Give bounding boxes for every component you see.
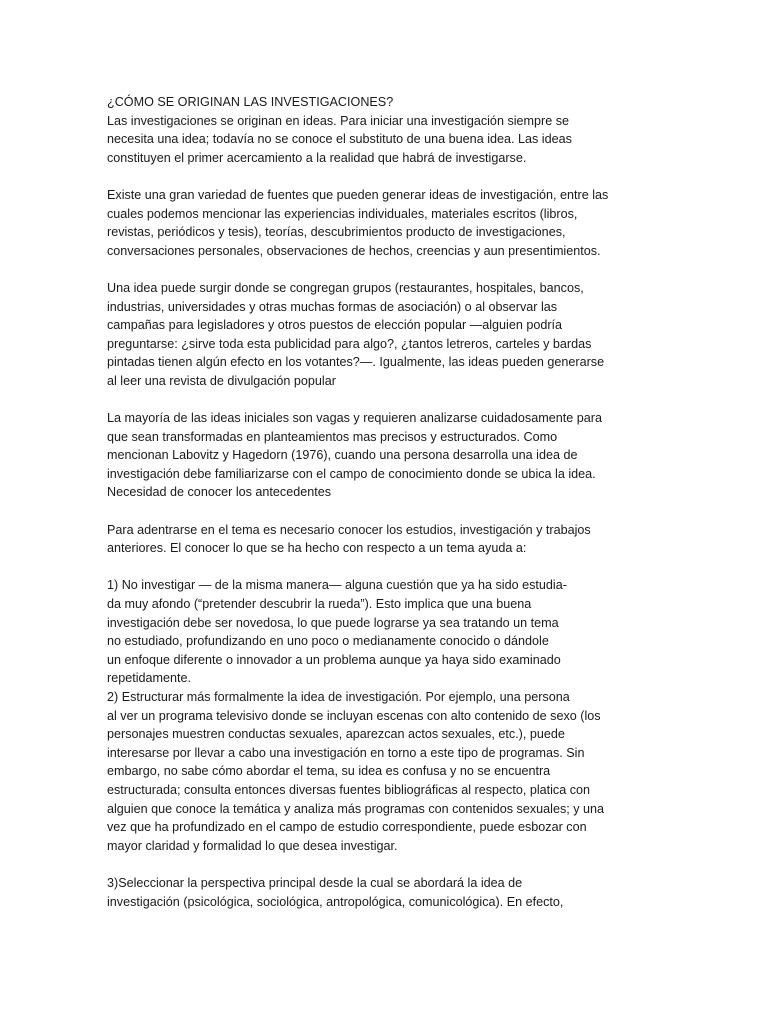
text-line: revistas, periódicos y tesis), teorías, descubrimientos producto de investigaciones, <box>107 225 566 240</box>
list-item-line: 2) Estructurar más formalmente la idea de investigación. Por ejemplo, una persona <box>107 690 570 704</box>
list-item-line: vez que ha profundizado en el campo de estudio correspondiente, puede esbozar con <box>107 820 587 835</box>
list-item-line: mayor claridad y formalidad lo que desea investigar. <box>107 838 398 853</box>
list-item-line: 1) No investigar — de la misma manera— alguna cuestión que ya ha sido estudia- <box>107 578 567 593</box>
numbered-list <box>107 576 747 855</box>
section-subheading: Necesidad de conocer los antecedentes <box>107 485 332 500</box>
paragraph-spacer <box>107 391 747 410</box>
text-line: campañas para legisladores y otros puestos de elección popular —alguien podría <box>107 318 563 333</box>
list-item-line: personajes muestren conductas sexuales, aparezcan actos sexuales, etc.), puede <box>107 727 565 742</box>
text-line: La mayoría de las ideas iniciales son vagas y requieren analizarse cuidadosamente para <box>107 411 602 426</box>
text-line: investigación debe familiarizarse con el campo de conocimiento donde se ubica la idea. <box>107 466 596 481</box>
list-item-line: repetidamente. <box>107 671 192 686</box>
paragraph-spacer <box>107 855 747 874</box>
document-title: ¿CÓMO SE ORIGINAN LAS INVESTIGACIONES? <box>107 95 394 109</box>
text-line: constituyen el primer acercamiento a la realidad que habrá de investigarse. <box>107 150 527 165</box>
paragraph <box>107 279 747 391</box>
list-item-line: 3)Seleccionar la perspectiva principal desde la cual se abordará la idea de <box>107 875 523 890</box>
text-line: preguntarse: ¿sirve toda esta publicidad para algo?, ¿tantos letreros, carteles y bardas <box>107 336 592 351</box>
text-line: pintadas tienen algún efecto en los votantes?—. Igualmente, las ideas pueden generarse <box>107 355 605 370</box>
text-line: cuales podemos mencionar las experiencias individuales, materiales escritos (libros, <box>107 206 578 221</box>
list-item-line: estructurada; consulta entonces diversas fuentes bibliográficas al respecto, platica con <box>107 782 591 797</box>
list-item-line: no estudiado, profundizando en uno poco o medianamente conocido o dándole <box>107 634 549 649</box>
text-line: Una idea puede surgir donde se congregan grupos (restaurantes, hospitales, bancos, <box>107 280 584 295</box>
list-item-line: alguien que conoce la temática y analiza más programas con contenidos sexuales; y una <box>107 801 605 816</box>
document-body <box>107 93 747 911</box>
text-line: mencionan Labovitz y Hagedorn (1976), cuando una persona desarrolla una idea de <box>107 448 578 463</box>
text-line: necesita una idea; todavía no se conoce el substituto de una buena idea. Las ideas <box>107 132 572 147</box>
list-item-line: da muy afondo (“pretender descubrir la rueda”). Esto implica que una buena <box>107 597 532 612</box>
text-line: que sean transformadas en planteamientos mas precisos y estructurados. Como <box>107 429 558 444</box>
list-item-line: investigación (psicológica, sociológica, antropológica, comunicológica). En efecto, <box>107 894 564 909</box>
text-line: anteriores. El conocer lo que se ha hecho con respecto a un tema ayuda a: <box>107 541 527 556</box>
list-item-line: interesarse por llevar a cabo una investigación en torno a este tipo de programas. Sin <box>107 745 585 760</box>
text-line: al leer una revista de divulgación popular <box>107 373 336 388</box>
paragraph-spacer <box>107 167 747 186</box>
text-line: conversaciones personales, observaciones de hechos, creencias y aun presentimientos. <box>107 243 601 258</box>
list-item-line: un enfoque diferente o innovador a un problema aunque ya haya sido examinado <box>107 652 561 667</box>
text-line: Existe una gran variedad de fuentes que pueden generar ideas de investigación, entre las <box>107 187 609 202</box>
paragraph-spacer <box>107 558 747 577</box>
paragraph <box>107 186 747 260</box>
list-item-line: embargo, no sabe cómo abordar el tema, su idea es confusa y no se encuentra <box>107 764 551 779</box>
numbered-list <box>107 874 747 911</box>
text-line: industrias, universidades y otras muchas formas de asociación) o al observar las <box>107 299 558 314</box>
text-line: Las investigaciones se originan en ideas. Para iniciar una investigación siempre se <box>107 113 570 128</box>
paragraph-spacer <box>107 502 747 521</box>
list-item-line: investigación debe ser novedosa, lo que puede lograrse ya sea tratando un tema <box>107 615 559 630</box>
list-item-line: al ver un programa televisivo donde se incluyan escenas con alto contenido de sexo (los <box>107 708 601 723</box>
text-line: Para adentrarse en el tema es necesario conocer los estudios, investigación y trabajos <box>107 522 591 537</box>
paragraph <box>107 409 747 502</box>
paragraph <box>107 521 747 558</box>
paragraph <box>107 112 747 168</box>
paragraph-spacer <box>107 260 747 279</box>
